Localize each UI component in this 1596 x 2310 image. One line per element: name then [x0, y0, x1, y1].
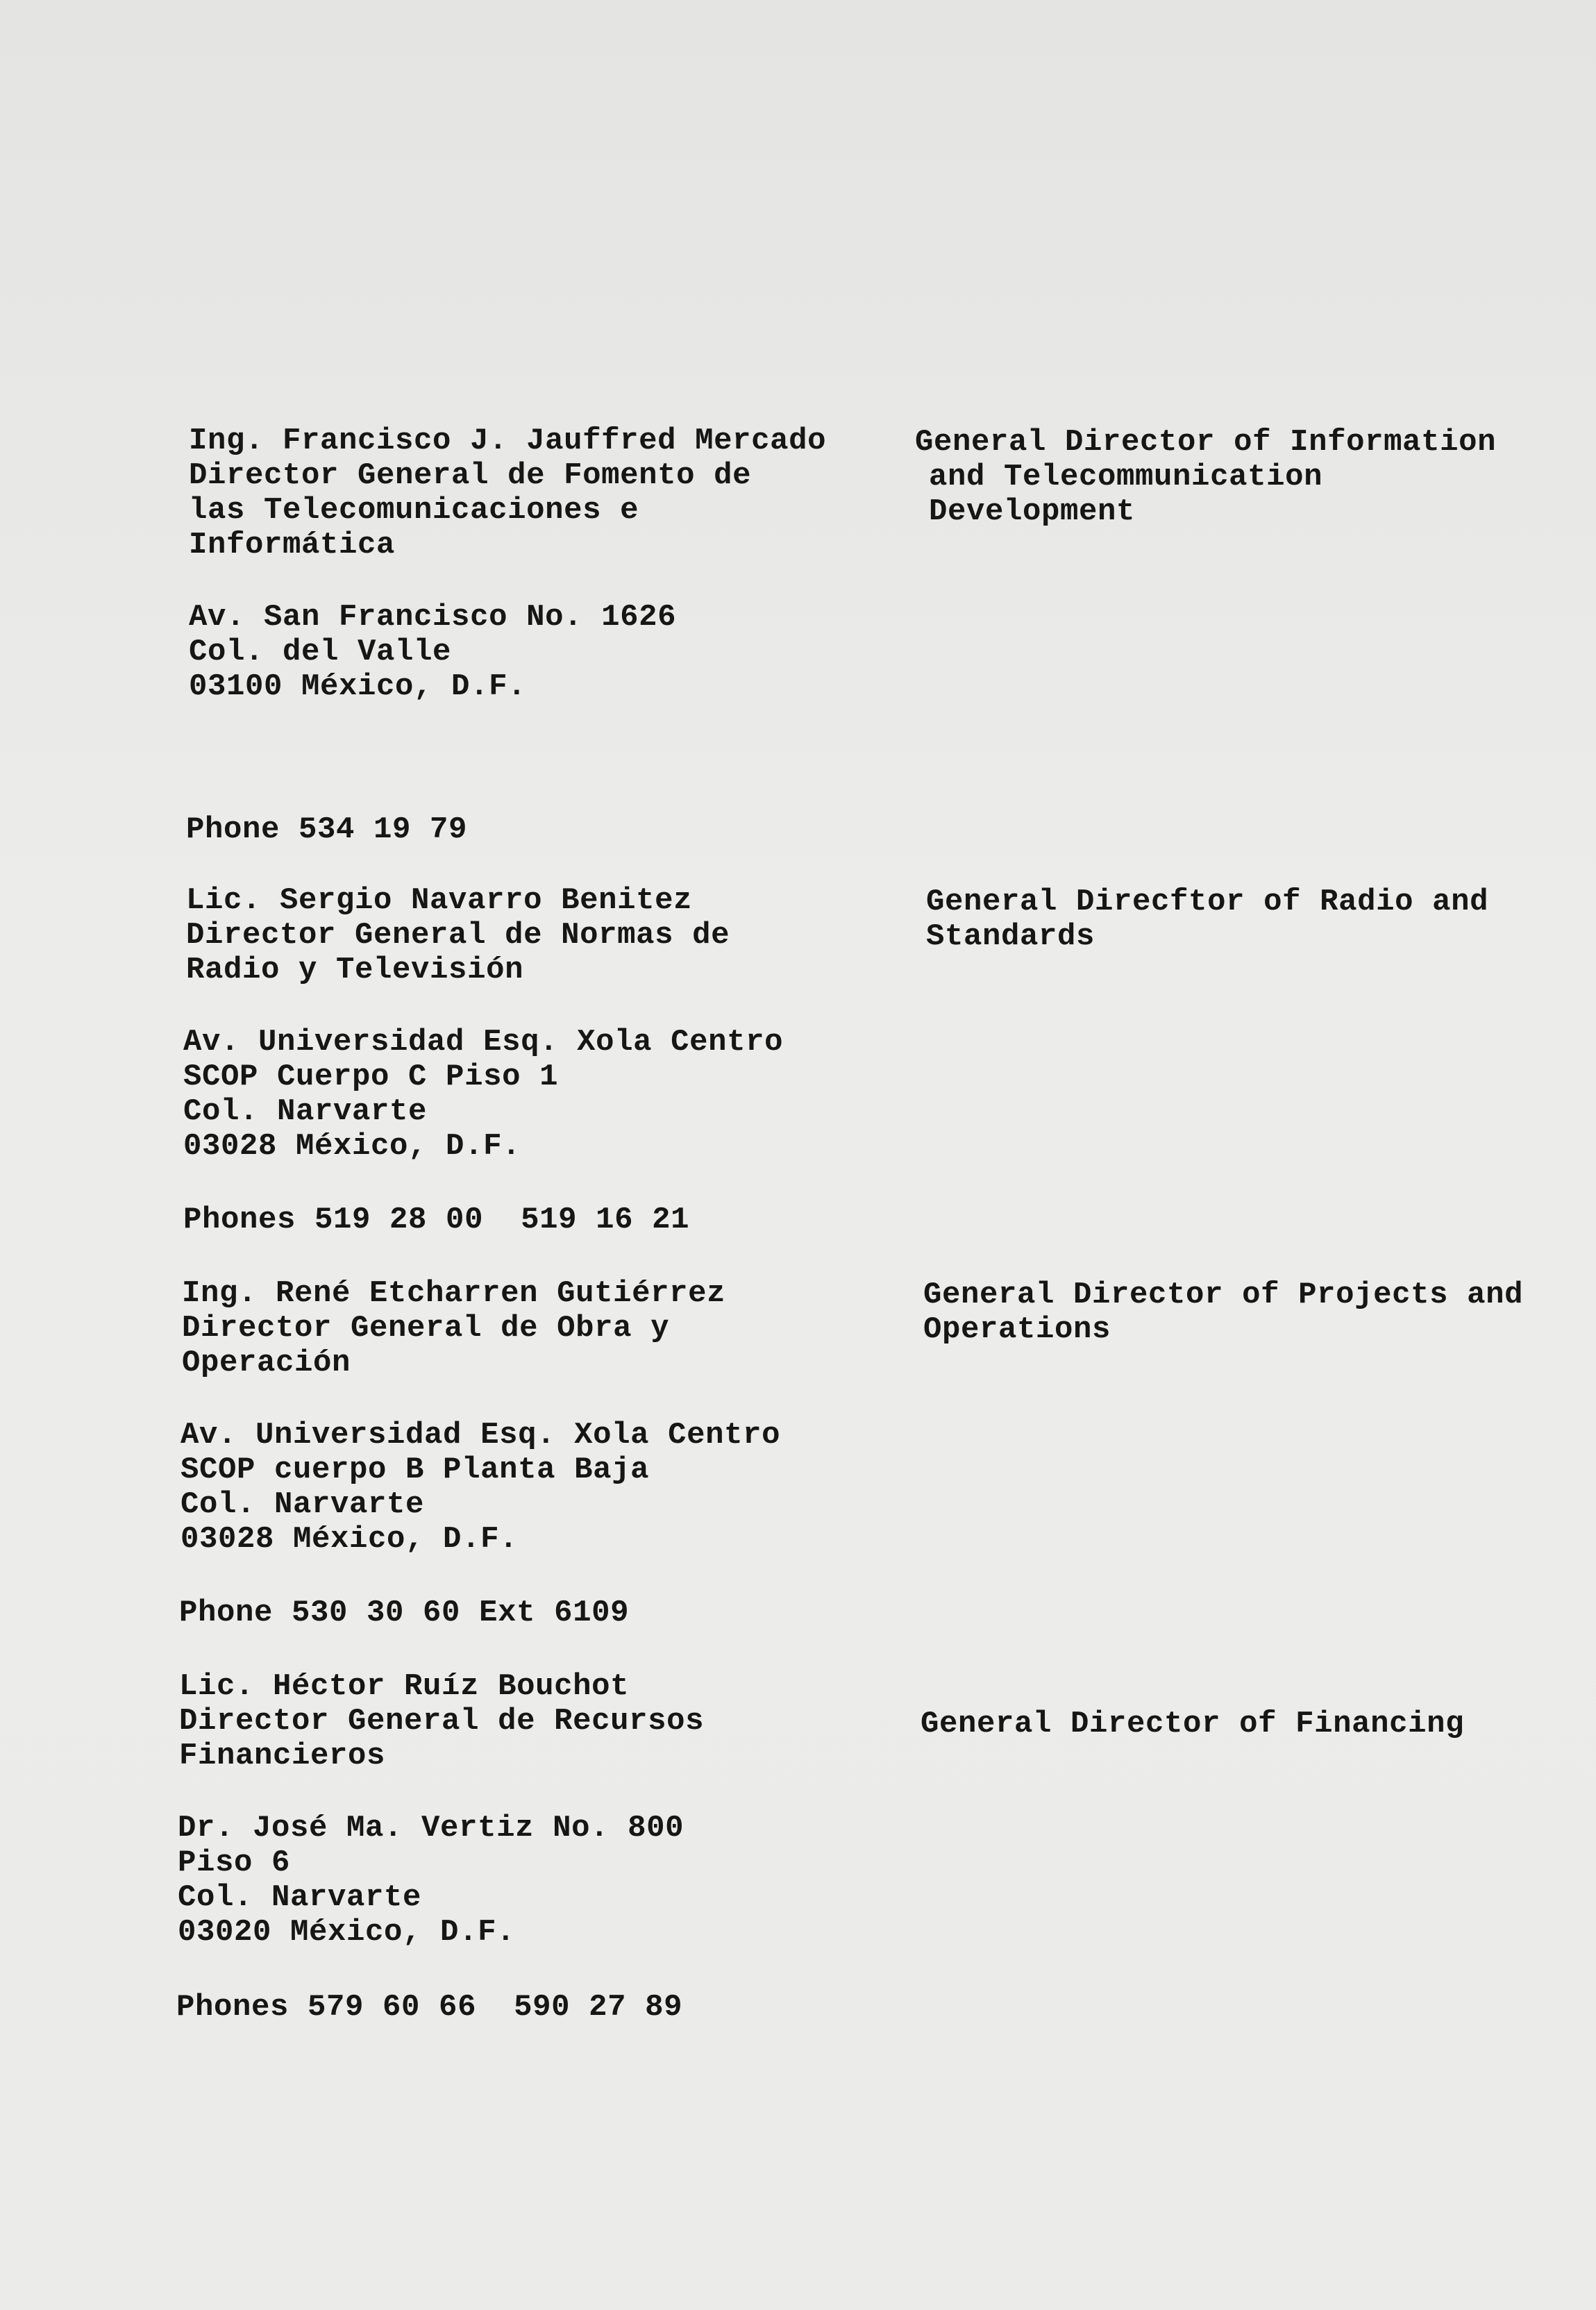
entry-2-title-es-2: Radio y Televisión	[186, 953, 524, 987]
entry-3-title-en-2: Operations	[923, 1312, 1111, 1347]
entry-2-address-2: SCOP Cuerpo C Piso 1	[183, 1060, 559, 1094]
entry-3-name: Ing. René Etcharren Gutiérrez	[182, 1276, 726, 1311]
entry-2-title-en-1: General Direcftor of Radio and	[926, 885, 1489, 919]
entry-4-address-1: Dr. José Ma. Vertiz No. 800	[178, 1811, 684, 1846]
entry-4-address-3: Col. Narvarte	[178, 1880, 422, 1915]
entry-4-title-en-1: General Director of Financing	[921, 1707, 1465, 1741]
entry-3-title-es-2: Operación	[182, 1346, 351, 1380]
entry-2-phone: Phones 519 28 00 519 16 21	[183, 1203, 690, 1237]
entry-1-address-3: 03100 México, D.F.	[189, 669, 527, 704]
entry-3-title-en-1: General Director of Projects and	[923, 1278, 1524, 1312]
entry-3-address-4: 03028 México, D.F.	[180, 1522, 519, 1557]
entry-1-title-es-1: Director General de Fomento de	[189, 458, 752, 493]
entry-2-address-4: 03028 México, D.F.	[183, 1129, 521, 1164]
entry-4-title-es-2: Financieros	[179, 1739, 386, 1773]
entry-2-address-3: Col. Narvarte	[183, 1094, 428, 1129]
entry-1-address-2: Col. del Valle	[189, 635, 452, 669]
entry-1-title-en-1: General Director of Information	[915, 425, 1497, 460]
entry-2-title-en-2: Standards	[926, 919, 1095, 954]
entry-1-phone: Phone 534 19 79	[186, 812, 468, 847]
entry-3-address-3: Col. Narvarte	[180, 1487, 425, 1522]
entry-4-title-es-1: Director General de Recursos	[179, 1704, 705, 1739]
entry-1-title-en-2: and Telecommunication	[929, 460, 1323, 494]
entry-2-address-1: Av. Universidad Esq. Xola Centro	[183, 1025, 784, 1060]
entry-2-title-es-1: Director General de Normas de	[186, 918, 730, 953]
entry-4-name: Lic. Héctor Ruíz Bouchot	[179, 1669, 630, 1704]
entry-1-name: Ing. Francisco J. Jauffred Mercado	[189, 424, 827, 458]
entry-4-phone: Phones 579 60 66 590 27 89	[176, 1990, 683, 2025]
entry-2-name: Lic. Sergio Navarro Benitez	[186, 883, 693, 918]
entry-3-address-1: Av. Universidad Esq. Xola Centro	[180, 1418, 781, 1453]
entry-3-address-2: SCOP cuerpo B Planta Baja	[180, 1453, 650, 1487]
entry-4-address-2: Piso 6	[178, 1846, 291, 1880]
entry-1-title-es-2: las Telecomunicaciones e	[189, 493, 639, 528]
entry-3-title-es-1: Director General de Obra y	[182, 1311, 670, 1346]
entry-4-address-4: 03020 México, D.F.	[178, 1915, 516, 1950]
entry-1-title-es-3: Informática	[189, 528, 396, 562]
entry-3-phone: Phone 530 30 60 Ext 6109	[179, 1596, 630, 1630]
entry-1-address-1: Av. San Francisco No. 1626	[189, 600, 677, 635]
entry-1-title-en-3: Development	[929, 494, 1136, 529]
